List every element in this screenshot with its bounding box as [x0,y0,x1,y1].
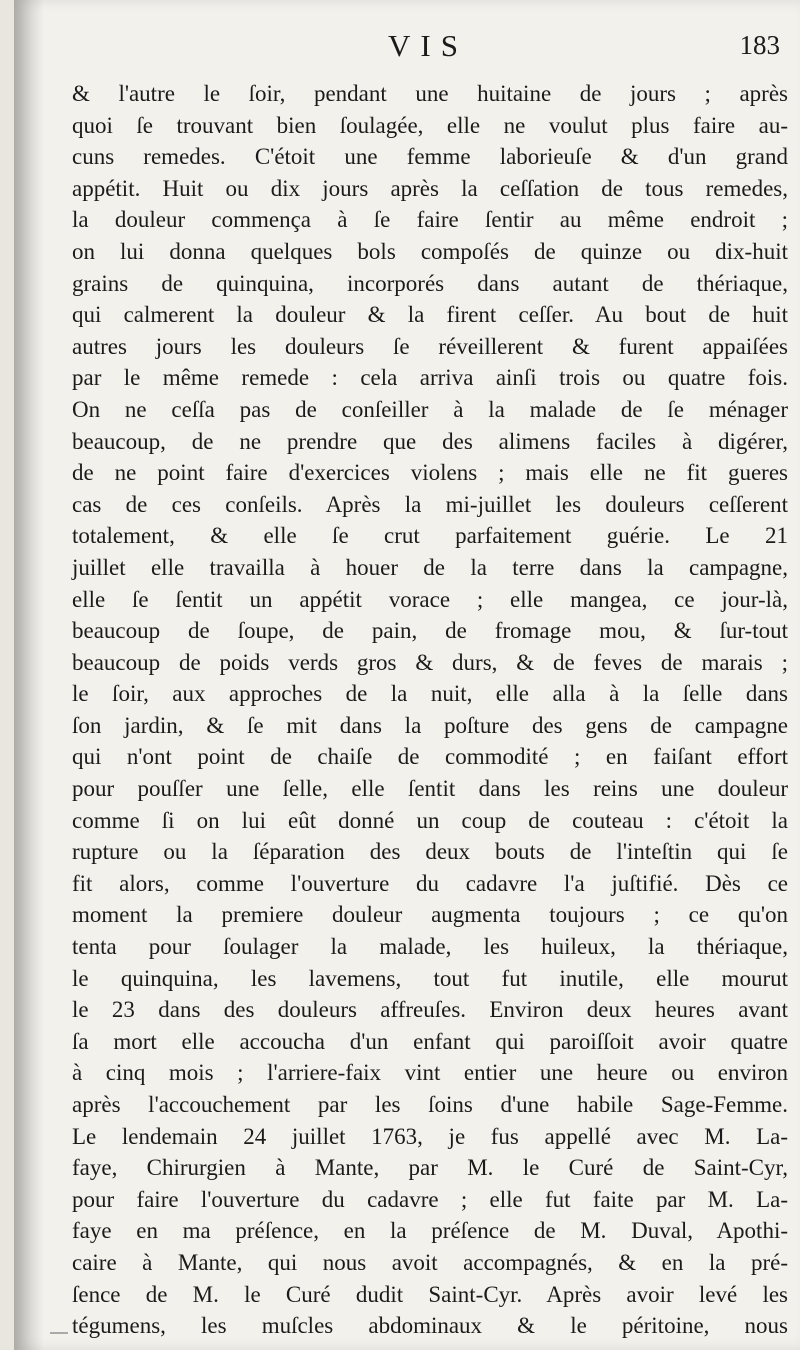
text-line: par le même remede : cela arriva ainſi trois ou quatre fois. [72,365,788,391]
text-line: ſa mort elle accoucha d'un enfant qui paroiſſoit avoir quatre [72,1028,788,1054]
text-line: beaucoup de poids verds gros & durs, & de feves de marais ; [72,649,788,675]
text-line: beaucoup de ſoupe, de pain, de fromage mou, & ſur-tout [72,618,788,644]
text-line: qui n'ont point de chaiſe de commodité ; en faiſant effort [72,744,788,770]
text-line: cas de ces conſeils. Après la mi-juillet les douleurs ceſſerent [72,491,788,517]
text-line: pour pouſſer une ſelle, elle ſentit dans les reins une douleur [72,776,788,802]
text-line: & l'autre le ſoir, pendant une huitaine de jours ; après [72,81,788,106]
text-line: appétit. Huit ou dix jours après la ceſſation de tous remedes, [72,175,788,201]
text-line: ſence de M. le Curé dudit Saint-Cyr. Après avoir levé les [72,1281,788,1307]
text-line: le ſoir, aux approches de la nuit, elle alla à la ſelle dans [72,681,788,707]
text-line: qui calmerent la douleur & la firent ceſſer. Au bout de huit [72,302,788,328]
text-line: elle ſe ſentit un appétit vorace ; elle mangea, ce jour-là, [72,586,788,612]
text-line: beaucoup, de ne prendre que des alimens faciles à digérer, [72,428,788,454]
running-head: VIS [388,28,468,63]
text-body [72,78,788,1342]
text-line: autres jours les douleurs ſe réveillerent & furent appaiſées [72,333,788,359]
text-line: caire à Mante, qui nous avoit accompagnés, & en la pré- [72,1249,788,1275]
text-line: tégumens, les muſcles abdominaux & le péritoine, nous [72,1313,788,1339]
text-line: comme ſi on lui eût donné un coup de couteau : c'étoit la [72,807,788,833]
text-line: cuns remedes. C'étoit une femme laborieuſe & d'un grand [72,144,788,170]
text-line: le quinquina, les lavemens, tout fut inutile, elle mourut [72,965,788,991]
text-line: totalement, & elle ſe crut parfaitement guérie. Le 21 [72,523,788,549]
text-line: après l'accouchement par les ſoins d'une habile Sage-Femme. [72,1092,788,1117]
text-line: ſon jardin, & ſe mit dans la poſture des gens de campagne [72,712,788,738]
text-line: la douleur commença à ſe faire ſentir au même endroit ; [72,207,788,233]
book-page [14,0,800,1350]
text-line: On ne ceſſa pas de conſeiller à la malade de ſe ménager [72,396,788,422]
text-line: à cinq mois ; l'arriere-faix vint entier une heure ou environ [72,1060,788,1086]
margin-mark [50,1332,68,1334]
text-line: faye en ma préſence, en la préſence de M. Duval, Apothi- [72,1218,788,1244]
text-line: le 23 dans des douleurs affreuſes. Environ deux heures avant [72,997,788,1023]
page-number: 183 [739,30,780,60]
text-line: Le lendemain 24 juillet 1763, je fus appellé avec M. La- [72,1123,788,1149]
text-line: faye, Chirurgien à Mante, par M. le Curé de Saint-Cyr, [72,1155,788,1181]
text-line: de ne point faire d'exercices violens ; mais elle ne fit gueres [72,460,788,486]
text-line: grains de quinquina, incorporés dans autant de thériaque, [72,270,788,296]
page-header [72,28,784,68]
text-line: tenta pour ſoulager la malade, les huileux, la thériaque, [72,934,788,960]
text-line: fit alors, comme l'ouverture du cadavre l'a juſtifié. Dès ce [72,870,788,896]
text-line: pour faire l'ouverture du cadavre ; elle fut faite par M. La- [72,1186,788,1212]
text-line: moment la premiere douleur augmenta toujours ; ce qu'on [72,902,788,928]
text-line: quoi ſe trouvant bien ſoulagée, elle ne voulut plus faire au- [72,112,788,138]
text-line: rupture ou la ſéparation des deux bouts de l'inteſtin qui ſe [72,839,788,865]
text-line: on lui donna quelques bols compoſés de quinze ou dix-huit [72,238,788,264]
binding-shadow [14,0,44,1350]
text-line: juillet elle travailla à houer de la terre dans la campagne, [72,554,788,580]
